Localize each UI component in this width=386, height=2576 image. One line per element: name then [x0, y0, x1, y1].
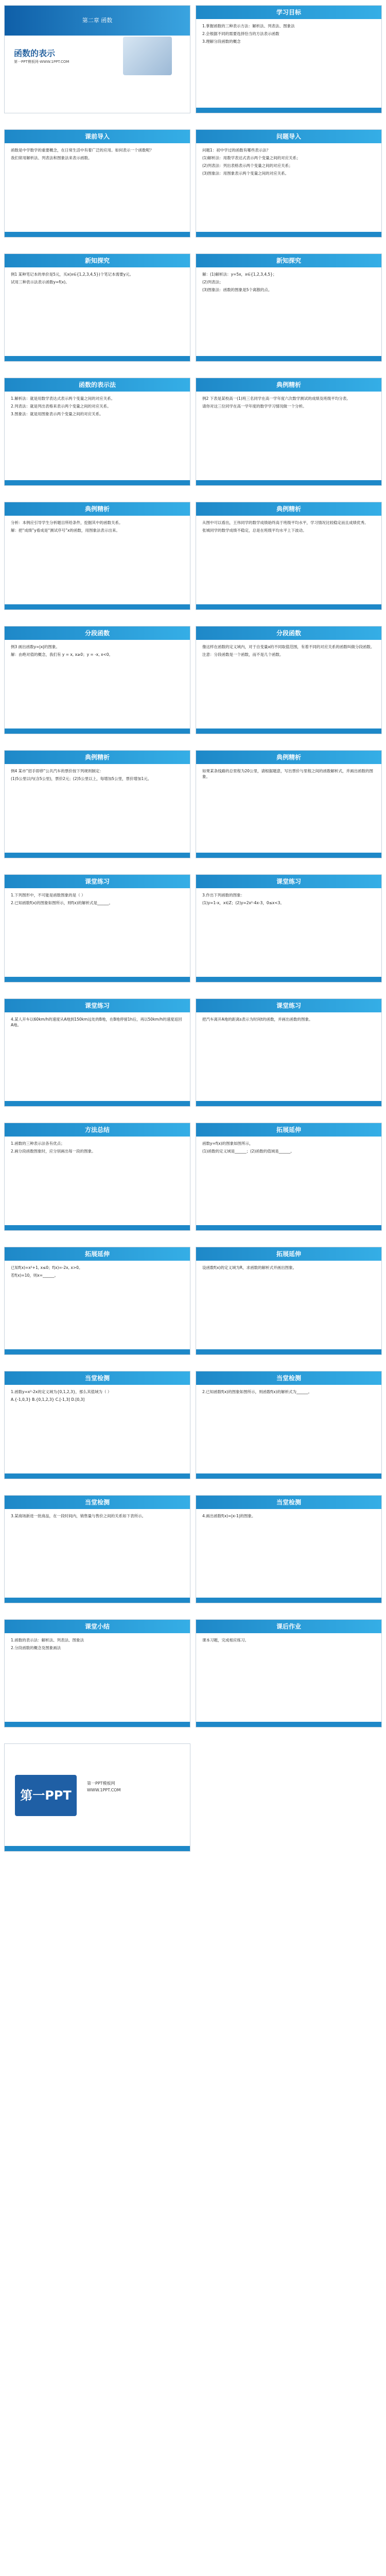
- slide-body: [11, 892, 184, 974]
- slide-text-line: 解：由绝对值的概念，我们有 y = x, x≥0；y = -x, x<0。: [11, 652, 113, 657]
- slide-header: [196, 1123, 381, 1137]
- slide-body: [11, 644, 184, 725]
- slide-footer: [5, 1101, 190, 1106]
- slide-footer: [196, 1722, 381, 1727]
- slide-title: 当堂检测: [84, 1499, 110, 1506]
- slide-thumbnail[interactable]: [4, 874, 190, 982]
- slide-text-line: 3.理解分段函数的概念: [202, 39, 241, 44]
- slide-footer: [5, 853, 190, 858]
- slide-body: [11, 768, 184, 850]
- slide-footer: [196, 1225, 381, 1230]
- slide-thumbnail[interactable]: [4, 1123, 190, 1231]
- slide-header: [5, 254, 190, 267]
- slide-title: 课堂练习: [84, 1002, 110, 1009]
- slide-text-line: 张城同学的数学成绩不稳定，总是在班级平均水平上下波动。: [202, 528, 307, 533]
- slide-text-line: (1)5公里以内(含5公里)，票价2元；(2)5公里以上，每增加5公里，票价增加1元。: [11, 776, 152, 781]
- slide-header: [196, 875, 381, 888]
- slide-header: [5, 1123, 190, 1137]
- slide-text-line: 2.已知函数f(x)的图象如图所示，则f(x)的解析式是______。: [11, 901, 113, 905]
- slide-text-line: 1.函数的三种表示法各有优点；: [11, 1141, 65, 1146]
- slide-text-line: 已知f(x)=x²+1, x≤0；f(x)=-2x, x>0。: [11, 1265, 83, 1270]
- slide-text-line: 例2 下表是某校高一(1)班三名同学在高一学年度六次数学测试的成绩及班级平均分表。: [202, 396, 350, 401]
- slide-text-line: 试用三种表示法表示函数y=f(x)。: [11, 280, 69, 284]
- slide-body: [11, 272, 184, 353]
- slide-thumbnail[interactable]: [196, 378, 382, 486]
- slide-header: [5, 1247, 190, 1261]
- slide-text-line: A.{-1,0,3} B.{0,1,2,3} C.[-1,3] D.[0,3]: [11, 1397, 85, 1402]
- slide-body: [202, 272, 375, 353]
- slide-text-line: 解：(1)解析法：y=5x，x∈{1,2,3,4,5}；: [202, 272, 277, 277]
- slide-text-line: 从图中可以看出，王伟同学的数学成绩始终高于班级平均水平，学习情况比较稳定而且成绩优秀。: [202, 520, 369, 525]
- cover-chapter: 第二章 函数: [82, 17, 113, 24]
- slide-body: [202, 768, 375, 850]
- slide-footer: [196, 1598, 381, 1603]
- slide-body: [202, 23, 375, 105]
- slide-body: [11, 1513, 184, 1595]
- slide-body: [11, 1389, 184, 1470]
- slide-title: 分段函数: [276, 630, 301, 637]
- slide-text-line: 1.函数的表示法：解析法、列表法、图象法: [11, 1638, 84, 1642]
- slide-thumbnail[interactable]: [4, 129, 190, 238]
- slide-header: [196, 502, 381, 516]
- slide-thumbnail[interactable]: [4, 378, 190, 486]
- slide-footer: [196, 604, 381, 609]
- slide-thumbnail[interactable]: [196, 1619, 382, 1727]
- slide-thumbnail[interactable]: [196, 1371, 382, 1479]
- slide-body: [202, 892, 375, 974]
- slide-body: [202, 644, 375, 725]
- slide-thumbnail[interactable]: [4, 253, 190, 362]
- slide-footer: [5, 1349, 190, 1354]
- slide-text-line: 解：把“成绩”y看成是“测试序号”x的函数，用图象法表示出来。: [11, 528, 120, 533]
- slide-title: 课堂小结: [84, 1623, 110, 1630]
- slide-title: 新知探究: [276, 257, 301, 264]
- slide-text-line: 我们常用解析法、列表法和图象法来表示函数。: [11, 156, 92, 160]
- slide-footer: [5, 1722, 190, 1727]
- slide-header: [5, 1371, 190, 1385]
- slide-footer: [5, 977, 190, 982]
- slide-text-line: (1)y=1-x，x∈Z；(2)y=2x²-4x-3，0≤x<3。: [202, 901, 284, 905]
- slide-footer: [196, 728, 381, 734]
- brand-line: WWW.1PPT.COM: [87, 1788, 121, 1792]
- slide-text-line: (2)列表法：列出表格表示两个变量之间的对应关系；: [202, 163, 293, 168]
- slide-text-line: (1)解析法：用数学表达式表示两个变量之间的对应关系；: [202, 156, 301, 160]
- slide-header: [196, 999, 381, 1012]
- slide-title: 方法总结: [84, 1126, 110, 1133]
- slide-body: [202, 1513, 375, 1595]
- slide-body: [202, 1016, 375, 1098]
- slide-thumbnail[interactable]: [196, 129, 382, 238]
- slide-thumbnail[interactable]: [4, 750, 190, 858]
- slide-body: [11, 1265, 184, 1346]
- slide-footer: [5, 232, 190, 237]
- slide-thumbnail[interactable]: [196, 1247, 382, 1355]
- slide-thumbnail[interactable]: [196, 626, 382, 734]
- slide-thumbnail[interactable]: [196, 998, 382, 1107]
- slide-footer: [5, 1473, 190, 1479]
- slide-body: [202, 1389, 375, 1470]
- slide-body: [202, 520, 375, 601]
- slide-header: [196, 130, 381, 143]
- slide-header: [196, 1496, 381, 1509]
- slide-text-line: 2.列表法：就是列出表格来表示两个变量之间的对应关系。: [11, 404, 111, 409]
- slide-text-line: 函数y=f(x)的图象如图所示，: [202, 1141, 253, 1146]
- slide-text-line: 3.图象法：就是用图象表示两个变量之间的对应关系。: [11, 412, 103, 416]
- slide-thumbnail[interactable]: [4, 502, 190, 610]
- brand-line: 第一PPT模板网: [87, 1781, 115, 1786]
- slide-footer: [196, 232, 381, 237]
- slide-body: [11, 1637, 184, 1719]
- slide-body: [202, 396, 375, 477]
- slide-footer: [196, 1101, 381, 1106]
- slide-body: [202, 1141, 375, 1222]
- slide-thumbnail[interactable]: [4, 5, 190, 113]
- slide-text-line: 例1 某种笔记本的单价是5元，买x(x∈{1,2,3,4,5})个笔记本需要y元。: [11, 272, 134, 277]
- slide-body: [202, 1265, 375, 1346]
- slide-header: [5, 1620, 190, 1633]
- slide-title: 当堂检测: [276, 1499, 301, 1506]
- slide-header: [5, 502, 190, 516]
- slide-thumbnail[interactable]: [4, 1619, 190, 1727]
- slide-header: [5, 378, 190, 392]
- slide-thumbnail[interactable]: [4, 1371, 190, 1479]
- slide-title: 课堂练习: [276, 878, 301, 885]
- slide-title: 课前导入: [84, 133, 110, 140]
- slide-thumbnail[interactable]: [4, 1495, 190, 1603]
- slide-header: [196, 626, 381, 640]
- slide-text-line: 课本习题，完成相应练习。: [202, 1638, 249, 1642]
- slide-header: [196, 751, 381, 764]
- slide-title: 课后作业: [276, 1623, 301, 1630]
- slide-text-line: 函数是中学数学的重要概念，在日常生活中有着广泛的应用。如何表示一个函数呢？: [11, 148, 154, 152]
- slide-text-line: 1.下列图形中，不可能是函数图象的是（ ）: [11, 893, 85, 897]
- slide-thumbnail[interactable]: [196, 874, 382, 982]
- slide-body: [202, 147, 375, 229]
- slide-header: [196, 6, 381, 19]
- slide-text-line: 4.画出函数f(x)=|x-1|的图象。: [202, 1514, 256, 1518]
- slide-text-line: 1.解析法：就是用数学表达式表示两个变量之间的对应关系。: [11, 396, 115, 401]
- slide-title: 当堂检测: [84, 1375, 110, 1382]
- slide-title: 拓展延伸: [276, 1126, 301, 1133]
- slide-footer: [5, 1598, 190, 1603]
- slide-thumbnail[interactable]: [4, 1743, 190, 1852]
- slide-title: 新知探究: [84, 257, 110, 264]
- slide-text-line: (1)函数的定义域是______；(2)函数的值域是______。: [202, 1149, 294, 1154]
- slide-text-line: 分析：本例应引导学生分析题目所给条件，挖掘其中的函数关系。: [11, 520, 123, 525]
- slide-text-line: 问题1：初中学过的函数有哪些表示法？: [202, 148, 271, 152]
- slide-footer: [196, 480, 381, 485]
- slide-thumbnail[interactable]: [4, 626, 190, 734]
- slide-text-line: 例4 某市“招手即停”公共汽车的票价按下列规则制定：: [11, 769, 103, 773]
- slide-header: [5, 1496, 190, 1509]
- cover-header: [5, 6, 190, 36]
- slide-text-line: (3)图象法：用图象表示两个变量之间的对应关系。: [202, 171, 289, 176]
- slide-body: [11, 1141, 184, 1222]
- slide-thumbnail[interactable]: [196, 1123, 382, 1231]
- slide-footer: [196, 1473, 381, 1479]
- slide-body: [11, 147, 184, 229]
- cover-url: 第一PPT模板网-WWW.1PPT.COM: [14, 60, 69, 64]
- slide-title: 典例精析: [276, 381, 301, 388]
- slide-title: 拓展延伸: [84, 1250, 110, 1258]
- slide-title: 当堂检测: [276, 1375, 301, 1382]
- slide-text-line: 像这样在函数的定义域内，对于自变量x的不同取值范围，有着不同的对应关系的函数叫做分段函数。: [202, 645, 375, 649]
- cover-illustration: [123, 37, 172, 75]
- slide-text-line: 3.某商场新进一批商品，在一段时间内，销售量与售价之间的关系如下表所示。: [11, 1514, 146, 1518]
- slide-thumbnail[interactable]: [4, 998, 190, 1107]
- slide-text-line: 如果某条线路的总里程为20公里，请根据题意，写出票价与里程之间的函数解析式，并画出函数的图象。: [202, 769, 374, 779]
- slide-title: 典例精析: [276, 505, 301, 513]
- slide-title: 拓展延伸: [276, 1250, 301, 1258]
- slide-footer: [5, 604, 190, 609]
- slide-header: [5, 751, 190, 764]
- slide-footer: [5, 1846, 190, 1851]
- slide-footer: [196, 108, 381, 113]
- slide-title: 问题导入: [276, 133, 301, 140]
- slide-text-line: 设函数f(x)的定义域为R，求函数的解析式并画出图象。: [202, 1265, 297, 1270]
- cover-title: 函数的表示: [14, 48, 56, 58]
- slide-footer: [196, 977, 381, 982]
- slide-title: 学习目标: [276, 9, 301, 16]
- slide-text-line: 4.某人开车以60km/h的速度从A地到150km远处的B地，在B地停留1h后，再以50km/h的速度返回A地。: [11, 1017, 182, 1027]
- slide-footer: [5, 728, 190, 734]
- slide-title: 典例精析: [84, 505, 110, 513]
- slide-thumbnail[interactable]: [196, 253, 382, 362]
- slide-text-line: 2.已知函数f(x)的图象如图所示，则函数f(x)的解析式为______。: [202, 1389, 312, 1394]
- slide-body: [11, 1016, 184, 1098]
- slide-text-line: 若f(x)=10，则x=______。: [11, 1273, 58, 1278]
- slide-title: 课堂练习: [276, 1002, 301, 1009]
- slide-text-line: 把汽车离开A地的距离s表示为时间t的函数，并画出函数的图象。: [202, 1017, 313, 1022]
- slide-footer: [196, 853, 381, 858]
- slide-text-line: 2.分段函数的概念及图象画法: [11, 1646, 61, 1650]
- slide-text-line: 2.画分段函数图象时，应分别画出每一段的图象。: [11, 1149, 96, 1154]
- slide-header: [196, 1247, 381, 1261]
- slide-body: [11, 396, 184, 477]
- slide-text-line: 例3 画出函数y=|x|的图象。: [11, 645, 60, 649]
- slide-title: 课堂练习: [84, 878, 110, 885]
- slide-body: [11, 520, 184, 601]
- slide-thumbnail[interactable]: [196, 750, 382, 858]
- slide-header: [196, 1620, 381, 1633]
- slide-footer: [196, 1349, 381, 1354]
- slide-body: [202, 1637, 375, 1719]
- slide-text-line: 请你对这三位同学在高一学年度的数学学习情况做一个分析。: [202, 404, 307, 409]
- slide-footer: [5, 356, 190, 361]
- slide-text-line: 1.掌握函数的三种表示方法：解析法、列表法、图象法: [202, 24, 295, 28]
- slide-header: [5, 875, 190, 888]
- slide-text-line: (3)图象法：函数的图象是5个离散的点。: [202, 287, 272, 292]
- slide-header: [196, 1371, 381, 1385]
- slide-footer: [5, 1225, 190, 1230]
- slide-title: 典例精析: [84, 754, 110, 761]
- slide-text-line: (2)列表法；: [202, 280, 223, 284]
- slide-header: [5, 130, 190, 143]
- slide-thumbnail[interactable]: [196, 1495, 382, 1603]
- slide-thumbnail[interactable]: [196, 502, 382, 610]
- brand-text: [87, 1780, 180, 1793]
- slide-footer: [5, 480, 190, 485]
- slide-title: 函数的表示法: [78, 381, 116, 388]
- slide-text-line: 2.会根据不同的需要选择恰当的方法表示函数: [202, 31, 279, 36]
- slide-text-line: 注意：分段函数是一个函数，而不是几个函数。: [202, 652, 284, 657]
- slide-title: 分段函数: [84, 630, 110, 637]
- brand-logo: 第一PPT: [15, 1775, 77, 1816]
- slide-header: [196, 254, 381, 267]
- slide-header: [5, 626, 190, 640]
- slide-header: [196, 378, 381, 392]
- slide-thumbnail[interactable]: [196, 5, 382, 113]
- slide-footer: [196, 356, 381, 361]
- slide-title: 典例精析: [276, 754, 301, 761]
- slide-text-line: 1.函数y=x²-2x的定义域为{0,1,2,3}，那么其值域为（ ）: [11, 1389, 112, 1394]
- slide-header: [5, 999, 190, 1012]
- slide-thumbnail[interactable]: [4, 1247, 190, 1355]
- slide-text-line: 3.作出下列函数的图象：: [202, 893, 245, 897]
